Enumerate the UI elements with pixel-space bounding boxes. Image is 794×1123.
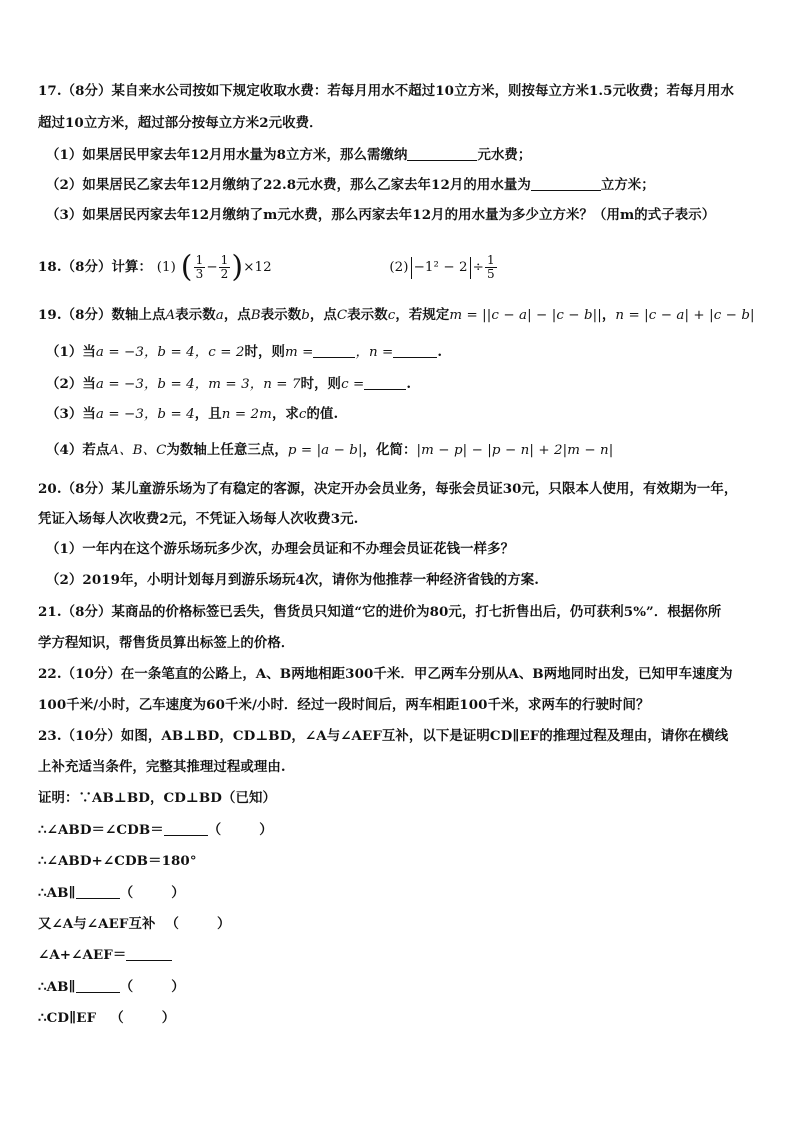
- q23-proof-step7: [38, 1009, 180, 1027]
- q23-step3-blank: [76, 884, 120, 899]
- q23-step7-text: ∴CD∥EF: [38, 1010, 97, 1026]
- q23-step1-blank: [164, 821, 208, 836]
- q18-prefix: 18.（8分）计算：: [38, 259, 152, 275]
- q18-line: [38, 249, 498, 285]
- q17-part1: [46, 146, 531, 164]
- q23-step5-blank: [126, 946, 172, 961]
- q19-text-c: ，点: [223, 307, 251, 323]
- q23-step1-text: ∴∠ABD＝∠CDB＝: [38, 822, 164, 838]
- q19-p3-var-c: c: [298, 407, 307, 422]
- paren-close: ）: [171, 979, 185, 995]
- q19-var-c: c: [387, 308, 396, 323]
- q19-n-definition: n = |c − a| + |c − b|: [615, 308, 755, 323]
- q18-right-paren: ): [231, 249, 244, 285]
- q19-stem: [38, 306, 755, 325]
- q19-p3-condition: n = 2m: [221, 407, 272, 422]
- q23-step4-reason: [166, 915, 236, 933]
- q19-text-g: ，若规定: [395, 307, 450, 323]
- q19-p2-text: （2）当: [46, 376, 96, 392]
- q21-stem-line2: 学方程知识，帮售货员算出标签上的价格．: [38, 635, 295, 651]
- paren-open: （: [119, 885, 134, 901]
- q21-stem-line1: 21.（8分）某商品的价格标签已丢失，售货员只知道“它的进价为80元，打七折售出后，仍可获利5%”．根据你所: [38, 604, 722, 620]
- q19-p2-c: c =: [341, 377, 365, 392]
- q19-text-e: ，点: [309, 307, 337, 323]
- q20-stem-line1: 20.（8分）某儿童游乐场为了有稳定的客源，决定开办会员业务，每张会员证30元，只限本人使用，有效期为一年，: [38, 481, 738, 497]
- q19-point-A: A: [165, 308, 176, 323]
- q23-step6-reason: [120, 978, 190, 996]
- q19-p2-c-blank: [364, 375, 406, 390]
- q17-stem-line2: 超过10立方米，超过部分按每立方米2元收费．: [38, 115, 323, 131]
- q18-part2-label: (2): [389, 260, 409, 275]
- q20-part2: （2）2019年，小明计划每月到游乐场玩4次，请你为他推荐一种经济省钱的方案.: [46, 572, 539, 588]
- q17-stem-line1: 17.（8分）某自来水公司按如下规定收取水费：若每月用水不超过10立方米，则按每立方米1.5元收费；若每月用水: [38, 83, 735, 99]
- q19-p1-text: （1）当: [46, 344, 96, 360]
- q19-part3: [46, 405, 338, 424]
- q18-minus: −: [206, 260, 218, 275]
- q19-p4-text: （4）若点: [46, 442, 110, 458]
- q23-step7-reason: [110, 1009, 180, 1027]
- q19-comma: ，: [601, 307, 616, 323]
- q23-step3-text: ∴AB∥: [38, 885, 76, 901]
- q18-frac-1-3: $\frac{1}{3}$: [195, 253, 204, 281]
- q23-step4-text: 又∠A与∠AEF互补: [38, 916, 156, 932]
- q19-p1-then: 时，则: [244, 344, 285, 360]
- q19-p4-simplify: ，化简：: [362, 442, 417, 458]
- q18-times-12: ×12: [243, 260, 272, 275]
- q18-left-paren: (: [180, 249, 193, 285]
- q18-abs-inner: −1² − 2: [413, 260, 468, 275]
- q23-proof-step6: [38, 978, 190, 996]
- q23-stem-line1: 23.（10分）如图，AB⊥BD，CD⊥BD，∠A与∠AEF互补，以下是证明CD∥EF的推理过程及理由，请你在横线: [38, 728, 729, 744]
- q23-step3-reason: [120, 884, 190, 902]
- q19-text-f: 表示数: [347, 307, 388, 323]
- paren-open: （: [110, 1010, 124, 1026]
- q17-part3: （3）如果居民丙家去年12月缴纳了m元水费，那么丙家去年12月的用水量为多少立方米？（用m的式子表示）: [46, 207, 716, 223]
- q19-var-b: b: [301, 308, 310, 323]
- q20-stem-line2: 凭证入场每人次收费2元，不凭证入场每人次收费3元.: [38, 511, 359, 527]
- paren-open: （: [165, 916, 179, 932]
- q23-step1-reason: [208, 821, 278, 839]
- q19-p3-values: a = −3，b = 4: [95, 407, 195, 422]
- q18-abs-right: [470, 257, 471, 279]
- q19-p3-value: 的值.: [306, 406, 339, 422]
- q23-proof-given: 证明：∵AB⊥BD，CD⊥BD（已知）: [38, 790, 276, 806]
- q19-point-B: B: [250, 308, 261, 323]
- q18-part1-label: (1): [156, 260, 177, 275]
- q17-part2-text: （2）如果居民乙家去年12月缴纳了22.8元水费，那么乙家去年12月的用水量为: [46, 177, 531, 193]
- q19-p3-find: ，求: [271, 406, 299, 422]
- q19-text-d: 表示数: [260, 307, 302, 323]
- paren-close: ）: [217, 916, 231, 932]
- paren-close: ）: [171, 885, 185, 901]
- q18-abs-left: [411, 257, 412, 279]
- q17-part1-text: （1）如果居民甲家去年12月用水量为8立方米，那么需缴纳: [46, 147, 408, 163]
- q19-p4-expression: |m − p| − |p − n| + 2|m − n|: [416, 443, 614, 458]
- q19-p1-values: a = −3，b = 4，c = 2: [95, 345, 245, 360]
- paren-close: ）: [161, 1010, 176, 1026]
- q18-frac-1-5: $\frac{1}{5}$: [487, 253, 495, 281]
- q17-part2-tail: 立方米；: [600, 177, 655, 193]
- q23-proof-step3: [38, 884, 190, 902]
- q18-divide: ÷: [472, 260, 484, 275]
- q19-part4: [46, 441, 613, 460]
- q23-proof-step2: ∴∠ABD+∠CDB＝180°: [38, 853, 197, 869]
- q19-p2-values: a = −3，b = 4，m = 3，n = 7: [95, 377, 301, 392]
- q19-p4-points: A、B、C: [109, 443, 167, 458]
- q19-p1-n-blank: [393, 343, 437, 358]
- q23-proof-step5: [38, 946, 172, 964]
- q19-var-a: a: [215, 308, 224, 323]
- q19-p3-and: ，且: [194, 406, 222, 422]
- q23-proof-step1: [38, 821, 278, 839]
- q19-text-a: 19.（8分）数轴上点: [38, 307, 166, 323]
- q20-part1: （1）一年内在这个游乐场玩多少次，办理会员证和不办理会员证花钱一样多？: [46, 541, 515, 557]
- q19-p4-p-def: p = |a − b|: [287, 443, 363, 458]
- q19-p1-m: m =: [285, 345, 314, 360]
- q19-p1-m-blank: [313, 343, 355, 358]
- q18-frac-1-2: $\frac{1}{2}$: [220, 253, 229, 281]
- q19-p3-text: （3）当: [46, 406, 96, 422]
- q22-stem-line2: 100千米/小时，乙车速度为60千米/小时．经过一段时间后，两车相距100千米，求两车的行驶时间？: [38, 697, 650, 713]
- q19-p2-then: 时，则: [300, 376, 342, 392]
- q23-step6-text: ∴AB∥: [38, 979, 76, 995]
- q17-part1-blank: [407, 146, 477, 161]
- q23-stem-line2: 上补充适当条件，完整其推理过程或理由.: [38, 759, 286, 775]
- q19-text-b: 表示数: [175, 307, 216, 323]
- paren-close: ）: [259, 822, 273, 838]
- q19-part1: （1）当a = −3，b = 4，c = 2时，则m = ，n = .: [46, 344, 443, 360]
- q19-point-C: C: [336, 308, 348, 323]
- q19-part2: （2）当a = −3，b = 4，m = 3，n = 7时，则c = .: [46, 376, 412, 392]
- q22-stem-line1: 22.（10分）在一条笔直的公路上，A、B两地相距300千米．甲乙两车分别从A、B两地同时出发，已知甲车速度为: [38, 666, 733, 682]
- q19-p1-n: ，n =: [355, 345, 394, 360]
- q23-proof-step4: [38, 915, 236, 933]
- q19-m-definition: m = ||c − a| − |c − b||: [449, 308, 602, 323]
- q19-p4-text-b: 为数轴上任意三点，: [166, 442, 288, 458]
- q17-part2: [46, 176, 655, 194]
- paren-open: （: [207, 822, 222, 838]
- q17-part1-tail: 元水费；: [477, 147, 532, 163]
- q23-step6-blank: [76, 978, 120, 993]
- q23-step5-text: ∠A+∠AEF＝: [38, 947, 127, 963]
- q17-part2-blank: [531, 176, 601, 191]
- paren-open: （: [119, 979, 134, 995]
